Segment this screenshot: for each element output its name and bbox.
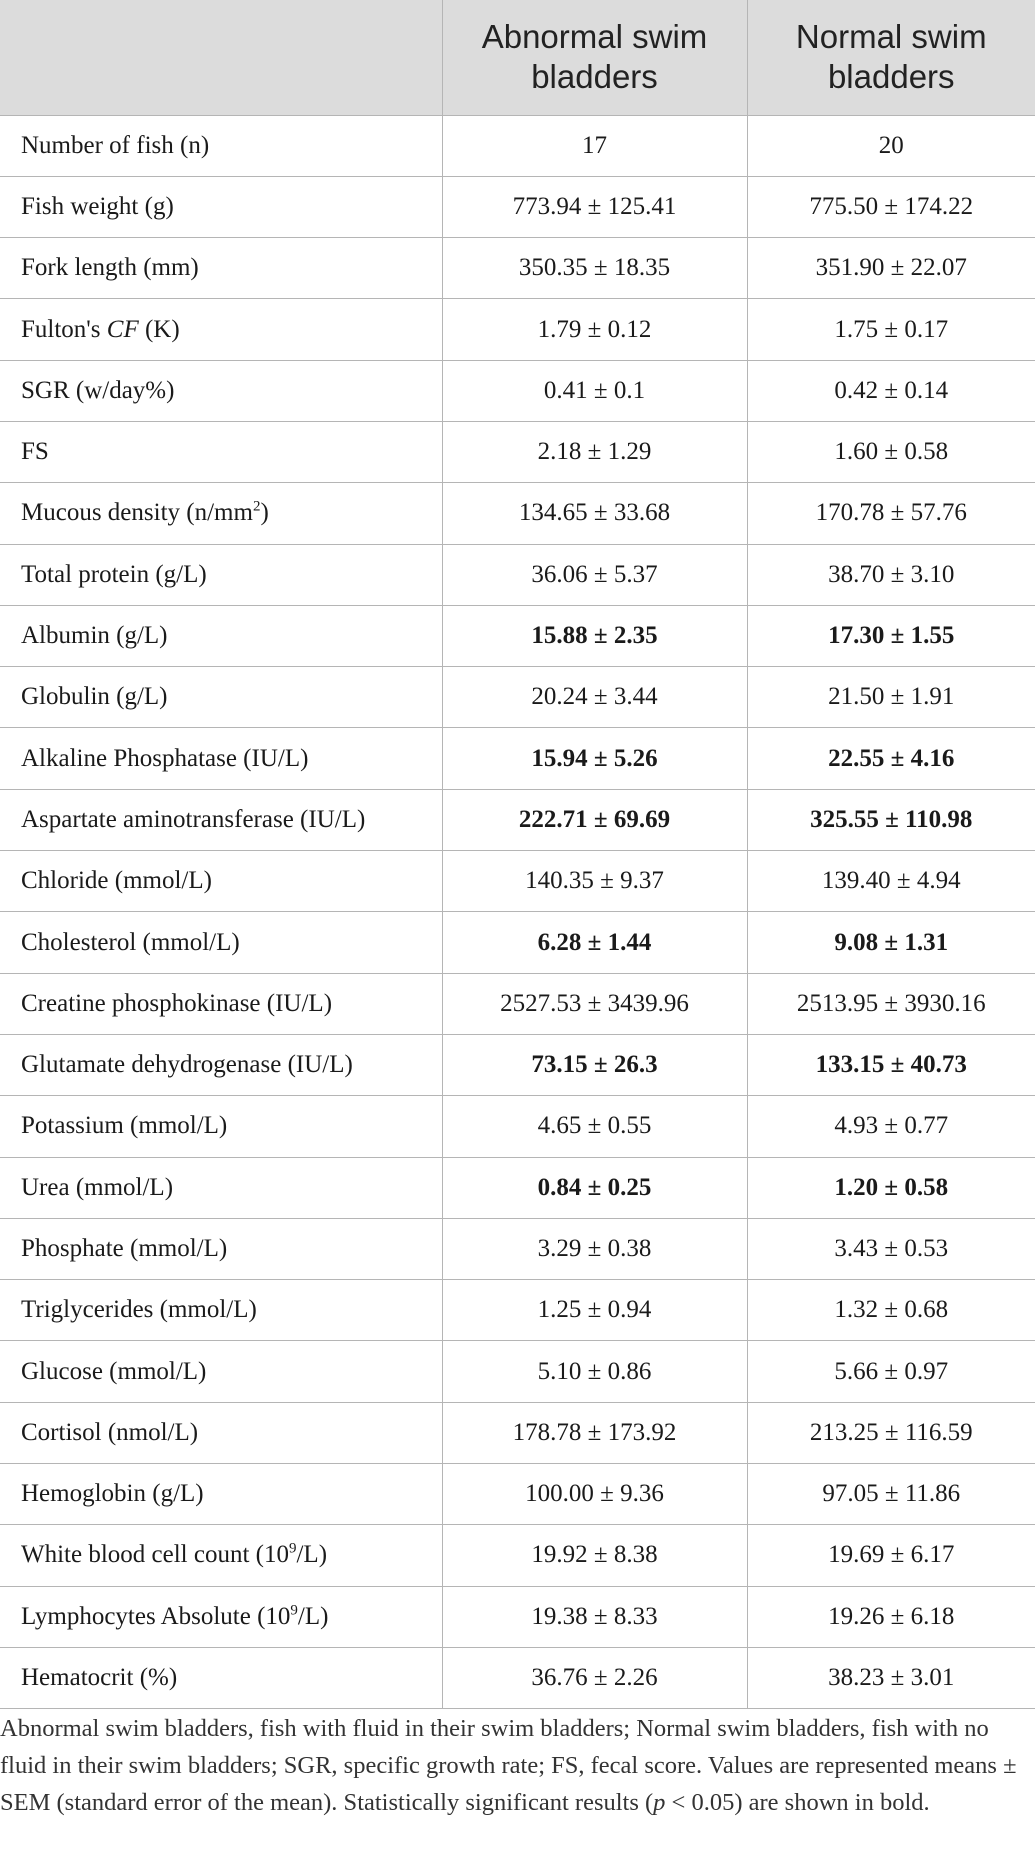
row-label-text: Fish weight (g) [21,192,174,220]
row-label-text: Aspartate aminotransferase (IU/L) [21,805,366,833]
row-label [0,115,442,176]
row-label-text: Chloride (mmol/L) [21,867,212,895]
table-row [0,115,1035,176]
normal-value: 19.69 ± 6.17 [747,1525,1035,1586]
table-row [0,1402,1035,1463]
abnormal-value: 178.78 ± 173.92 [442,1402,747,1463]
row-label [0,1157,442,1218]
row-label [0,1218,442,1279]
table-row [0,1586,1035,1647]
normal-value: 0.42 ± 0.14 [747,360,1035,421]
row-label-pre: Fulton's [21,315,107,343]
row-label-text: Potassium (mmol/L) [21,1112,228,1140]
abnormal-value: 17 [442,115,747,176]
normal-value: 3.43 ± 0.53 [747,1218,1035,1279]
abnormal-value: 773.94 ± 125.41 [442,176,747,237]
normal-value: 4.93 ± 0.77 [747,1096,1035,1157]
abnormal-value: 134.65 ± 33.68 [442,483,747,544]
abnormal-value: 73.15 ± 26.3 [442,1034,747,1095]
abnormal-value: 350.35 ± 18.35 [442,238,747,299]
table-row [0,360,1035,421]
normal-value: 19.26 ± 6.18 [747,1586,1035,1647]
table-row [0,973,1035,1034]
normal-value: 5.66 ± 0.97 [747,1341,1035,1402]
normal-value: 21.50 ± 1.91 [747,667,1035,728]
table-row [0,912,1035,973]
row-label-text [21,499,269,526]
row-label [0,1341,442,1402]
table-header [0,0,1035,115]
normal-value: 1.60 ± 0.58 [747,421,1035,482]
normal-value: 775.50 ± 174.22 [747,176,1035,237]
abnormal-value: 15.94 ± 5.26 [442,728,747,789]
row-label [0,176,442,237]
row-label-text: Cholesterol (mmol/L) [21,928,240,956]
table-row [0,176,1035,237]
table-row [0,851,1035,912]
row-label-italic: CF [106,315,139,343]
abnormal-value: 5.10 ± 0.86 [442,1341,747,1402]
normal-value: 351.90 ± 22.07 [747,238,1035,299]
row-label-pre: Lymphocytes Absolute (10 [21,1602,291,1630]
table-row [0,1096,1035,1157]
abnormal-value: 1.25 ± 0.94 [442,1280,747,1341]
normal-value: 133.15 ± 40.73 [747,1034,1035,1095]
abnormal-value: 4.65 ± 0.55 [442,1096,747,1157]
row-label [0,1034,442,1095]
abnormal-value: 140.35 ± 9.37 [442,851,747,912]
row-label-text: Fork length (mm) [21,254,199,282]
row-label-text: Number of fish (n) [21,131,210,159]
normal-value: 38.23 ± 3.01 [747,1647,1035,1708]
normal-value: 1.75 ± 0.17 [747,299,1035,360]
table-row [0,605,1035,666]
abnormal-value: 3.29 ± 0.38 [442,1218,747,1279]
table-row [0,238,1035,299]
row-label [0,1402,442,1463]
table-row [0,728,1035,789]
header-normal: Normal swim bladders [747,0,1035,115]
row-label [0,728,442,789]
row-label [0,1525,442,1586]
row-label [0,973,442,1034]
row-label [0,789,442,850]
row-label-text: Hemoglobin (g/L) [21,1480,204,1508]
row-label [0,1464,442,1525]
table-row [0,421,1035,482]
row-label-pre: White blood cell count (10 [21,1541,289,1569]
row-label-text: SGR (w/day%) [21,376,175,404]
row-label [0,421,442,482]
table-row [0,667,1035,728]
row-label [0,299,442,360]
row-label-text: Total protein (g/L) [21,560,207,588]
abnormal-value: 2.18 ± 1.29 [442,421,747,482]
row-label [0,605,442,666]
table-row [0,1218,1035,1279]
row-label-text: Hematocrit (%) [21,1664,178,1692]
header-row [0,0,1035,115]
abnormal-value: 0.41 ± 0.1 [442,360,747,421]
abnormal-value: 19.38 ± 8.33 [442,1586,747,1647]
normal-value: 2513.95 ± 3930.16 [747,973,1035,1034]
footnote-text-post: < 0.05) are shown in bold. [665,1789,930,1816]
row-label-text: Cortisol (nmol/L) [21,1418,199,1446]
row-label [0,483,442,544]
row-label [0,544,442,605]
row-label [0,1647,442,1708]
row-label [0,1280,442,1341]
header-abnormal: Abnormal swim bladders [442,0,747,115]
row-label-text: Albumin (g/L) [21,622,168,650]
abnormal-value: 100.00 ± 9.36 [442,1464,747,1525]
row-label-text [21,1603,328,1630]
row-label-text [21,1541,327,1568]
header-label [0,0,442,115]
row-label-text: Globulin (g/L) [21,683,168,711]
abnormal-value: 19.92 ± 8.38 [442,1525,747,1586]
row-label-text [21,316,180,343]
normal-value: 139.40 ± 4.94 [747,851,1035,912]
normal-value: 20 [747,115,1035,176]
row-label-text: Phosphate (mmol/L) [21,1234,228,1262]
row-label-text: Glutamate dehydrogenase (IU/L) [21,1051,353,1079]
row-label [0,1096,442,1157]
normal-value: 213.25 ± 116.59 [747,1402,1035,1463]
abnormal-value: 0.84 ± 0.25 [442,1157,747,1218]
abnormal-value: 36.06 ± 5.37 [442,544,747,605]
row-label [0,667,442,728]
normal-value: 1.20 ± 0.58 [747,1157,1035,1218]
table-row [0,789,1035,850]
row-label-post: (K) [138,315,180,343]
footnote-text-pre: Abnormal swim bladders, fish with fluid in their swim bladders; Normal swim bladders, fish with no fluid in their swim bladders; SGR, specific growth rate; FS, fecal score. Values are represented means ± SEM (standard error of the mean). Statistically significant results ( [0,1715,1017,1816]
normal-value: 17.30 ± 1.55 [747,605,1035,666]
footnote-p-symbol: p [653,1789,666,1816]
row-label [0,360,442,421]
row-label-superscript: 9 [288,1541,297,1558]
row-label-post: /L) [296,1541,328,1569]
table-footnote [0,1710,1030,1821]
abnormal-value: 1.79 ± 0.12 [442,299,747,360]
row-label [0,238,442,299]
row-label-superscript: 9 [290,1602,298,1619]
normal-value: 97.05 ± 11.86 [747,1464,1035,1525]
row-label-post: /L) [297,1602,329,1630]
normal-value: 9.08 ± 1.31 [747,912,1035,973]
table-row [0,1341,1035,1402]
abnormal-value: 222.71 ± 69.69 [442,789,747,850]
table-row [0,483,1035,544]
table-body [0,115,1035,1709]
normal-value: 38.70 ± 3.10 [747,544,1035,605]
row-label [0,1586,442,1647]
normal-value: 170.78 ± 57.76 [747,483,1035,544]
normal-value: 325.55 ± 110.98 [747,789,1035,850]
table-row [0,1280,1035,1341]
abnormal-value: 20.24 ± 3.44 [442,667,747,728]
table-row [0,1034,1035,1095]
table-row [0,1647,1035,1708]
table-row [0,544,1035,605]
abnormal-value: 6.28 ± 1.44 [442,912,747,973]
row-label-pre: Mucous density (n/mm [21,499,253,527]
table-row [0,1157,1035,1218]
row-label [0,912,442,973]
row-label-text: Urea (mmol/L) [21,1173,174,1201]
row-label-text: FS [21,438,49,466]
row-label-text: Alkaline Phosphatase (IU/L) [21,744,309,772]
normal-value: 1.32 ± 0.68 [747,1280,1035,1341]
table-row [0,1525,1035,1586]
row-label-superscript: 2 [252,499,261,516]
abnormal-value: 2527.53 ± 3439.96 [442,973,747,1034]
normal-value: 22.55 ± 4.16 [747,728,1035,789]
table-row [0,1464,1035,1525]
row-label-text: Triglycerides (mmol/L) [21,1296,257,1324]
row-label-text: Creatine phosphokinase (IU/L) [21,989,333,1017]
row-label-post: ) [260,499,269,527]
row-label [0,851,442,912]
table-row [0,299,1035,360]
abnormal-value: 36.76 ± 2.26 [442,1647,747,1708]
abnormal-value: 15.88 ± 2.35 [442,605,747,666]
row-label-text: Glucose (mmol/L) [21,1357,207,1385]
